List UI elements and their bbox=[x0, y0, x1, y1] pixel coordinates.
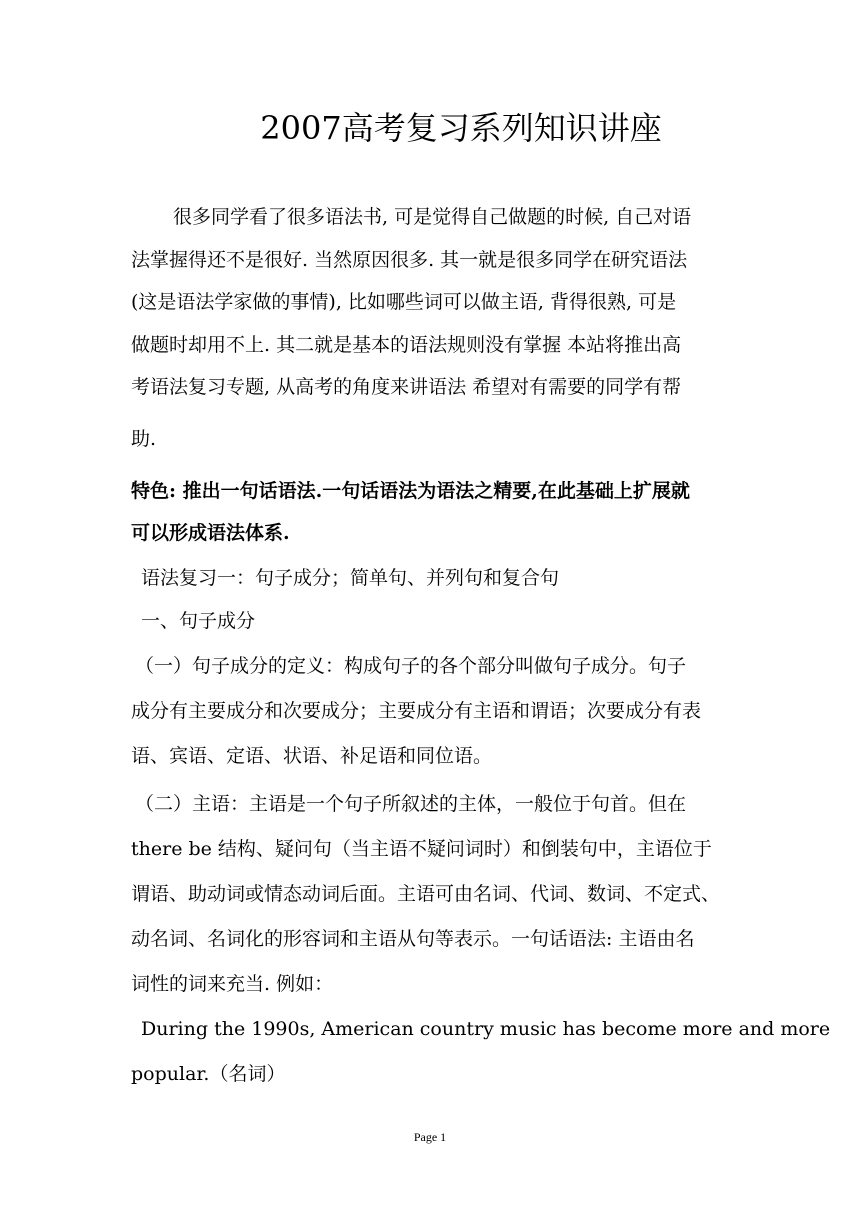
paragraph-line-3: (这是语法学家做的事情), 比如哪些词可以做主语, 背得很熟, 可是 bbox=[131, 291, 677, 313]
subject-line-3: 谓语、助动词或情态动词后面。主语可由名词、代词、数词、不定式、 bbox=[131, 883, 721, 905]
subsection-heading: 一、句子成分 bbox=[141, 610, 256, 632]
subject-line-2: there be 结构、疑问句（当主语不疑问词时）和倒装句中，主语位于 bbox=[131, 838, 712, 860]
definition-line-2: 成分有主要成分和次要成分；主要成分有主语和谓语；次要成分有表 bbox=[131, 700, 702, 722]
section-heading: 语法复习一：句子成分；简单句、并列句和复合句 bbox=[141, 567, 560, 589]
subject-line-1: （二）主语：主语是一个句子所叙述的主体，一般位于句首。但在 bbox=[135, 793, 687, 815]
feature-line-2: 可以形成语法体系. bbox=[131, 522, 290, 544]
paragraph-line-2: 法掌握得还不是很好. 当然原因很多. 其一就是很多同学在研究语法 bbox=[131, 249, 688, 271]
subject-line-5: 词性的词来充当. 例如： bbox=[131, 973, 334, 995]
page-number: Page 1 bbox=[413, 1130, 447, 1144]
paragraph-line-6: 助. bbox=[131, 428, 157, 450]
paragraph-line-4: 做题时却用不上. 其二就是基本的语法规则没有掌握 本站将推出高 bbox=[131, 334, 682, 356]
feature-line-1: 特色: 推出一句话语法.一句话语法为语法之精要,在此基础上扩展就 bbox=[131, 480, 690, 502]
example-line-1: During the 1990s, American country music has become more and more bbox=[141, 1018, 831, 1040]
definition-line-3: 语、宾语、定语、状语、补足语和同位语。 bbox=[131, 745, 493, 767]
definition-line-1: （一）句子成分的定义：构成句子的各个部分叫做句子成分。句子 bbox=[135, 655, 687, 677]
example-line-2: popular.（名词） bbox=[131, 1063, 286, 1085]
paragraph-line-5: 考语法复习专题, 从高考的角度来讲语法 希望对有需要的同学有帮 bbox=[131, 376, 682, 398]
subject-line-4: 动名词、名词化的形容词和主语从句等表示。一句话语法: 主语由名 bbox=[131, 928, 695, 950]
paragraph-line-1: 很多同学看了很多语法书, 可是觉得自己做题的时候, 自己对语 bbox=[173, 206, 692, 228]
document-title: 2007高考复习系列知识讲座 bbox=[260, 109, 662, 147]
